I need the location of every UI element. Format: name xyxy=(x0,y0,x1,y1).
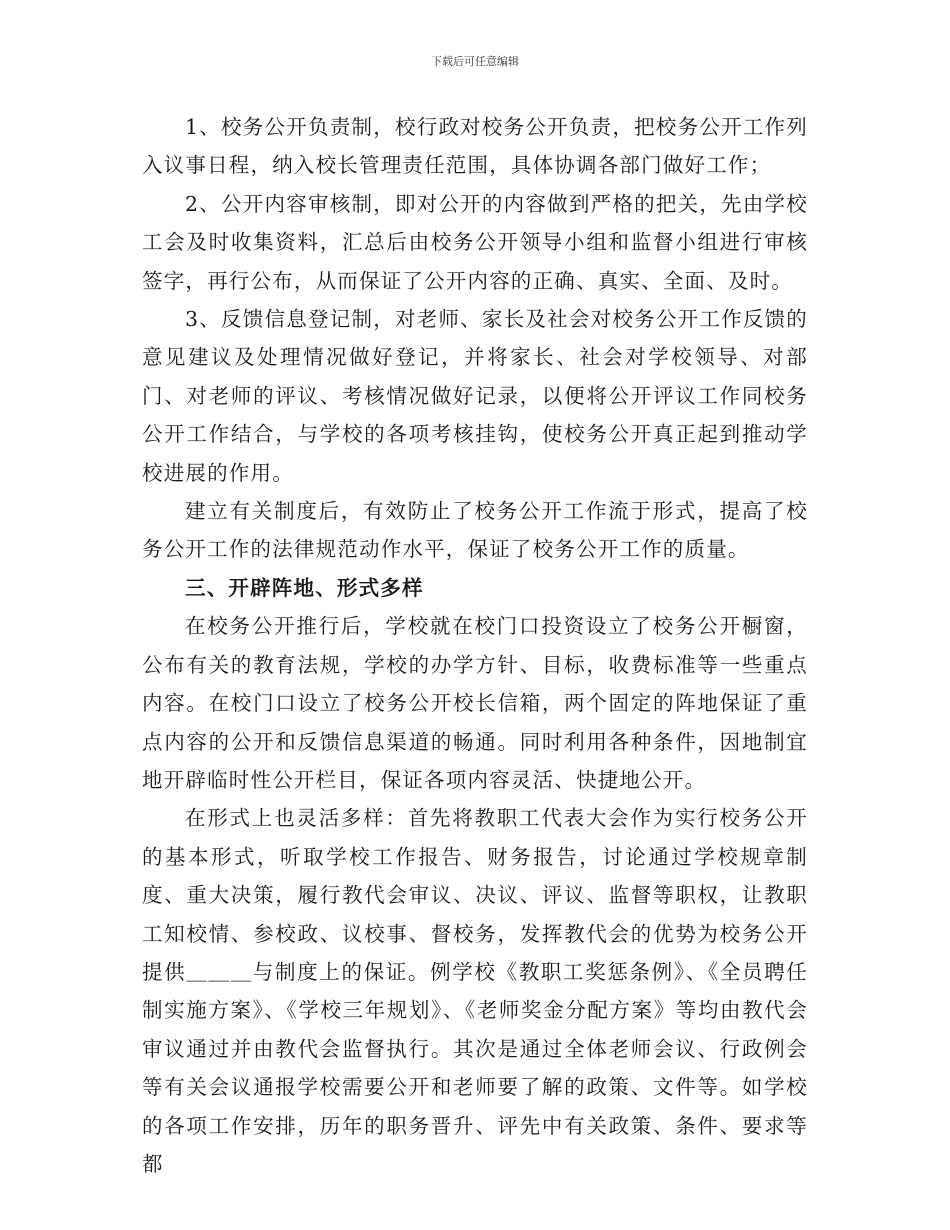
section-heading: 三、开辟阵地、形式多样 xyxy=(185,575,424,600)
paragraph-summary: 建立有关制度后，有效防止了校务公开工作流于形式，提高了校务公开工作的法律规范动作水平，保证了校务公开工作的质量。 xyxy=(142,499,808,562)
paragraph-forms: 在形式上也灵活多样：首先将教职工代表大会作为实行校务公开的基本形式，听取学校工作报告、财务报告，讨论通过学校规章制度、重大决策，履行教代会审议、决议、评议、监督等职权，让教职工知校情、参校政、议校事、督校务，发挥教代会的优势为校务公开提供＿＿＿与制度上的保证。例学校《教职工奖惩条例》、《全员聘任制实施方案》、《学校三年规划》、《老师奖金分配方案》等均由教代会审议通过并由教代会监督执行。其次是通过全体老师会议、行政例会等有关会议通报学校需要公开和老师要了解的政策、文件等。如学校的各项工作安排，历年的职务晋升、评先中有关政策、条件、要求等都 xyxy=(142,806,808,1176)
document-body xyxy=(142,108,808,1183)
paragraph-item-1: 1、校务公开负责制，校行政对校务公开负责，把校务公开工作列入议事日程，纳入校长管理责任范围，具体协调各部门做好工作； xyxy=(142,115,808,178)
paragraph-item-2: 2、公开内容审核制，即对公开的内容做到严格的把关，先由学校工会及时收集资料，汇总后由校务公开领导小组和监督小组进行审核签字，再行公布，从而保证了公开内容的正确、真实、全面、及时。 xyxy=(142,191,808,293)
paragraph-item-3: 3、反馈信息登记制，对老师、家长及社会对校务公开工作反馈的意见建议及处理情况做好登记，并将家长、社会对学校领导、对部门、对老师的评议、考核情况做好记录，以便将公开评议工作同校务公开工作结合，与学校的各项考核挂钩，使校务公开真正起到推动学校进展的作用。 xyxy=(142,307,808,485)
paragraph-positions: 在校务公开推行后，学校就在校门口投资设立了校务公开橱窗，公布有关的教育法规，学校的办学方针、目标，收费标准等一些重点内容。在校门口设立了校务公开校长信箱，两个固定的阵地保证了重点内容的公开和反馈信息渠道的畅通。同时利用各种条件，因地制宜地开辟临时性公开栏目，保证各项内容灵活、快捷地公开。 xyxy=(142,614,808,792)
page-header-note: 下载后可任意编辑 xyxy=(431,55,519,68)
